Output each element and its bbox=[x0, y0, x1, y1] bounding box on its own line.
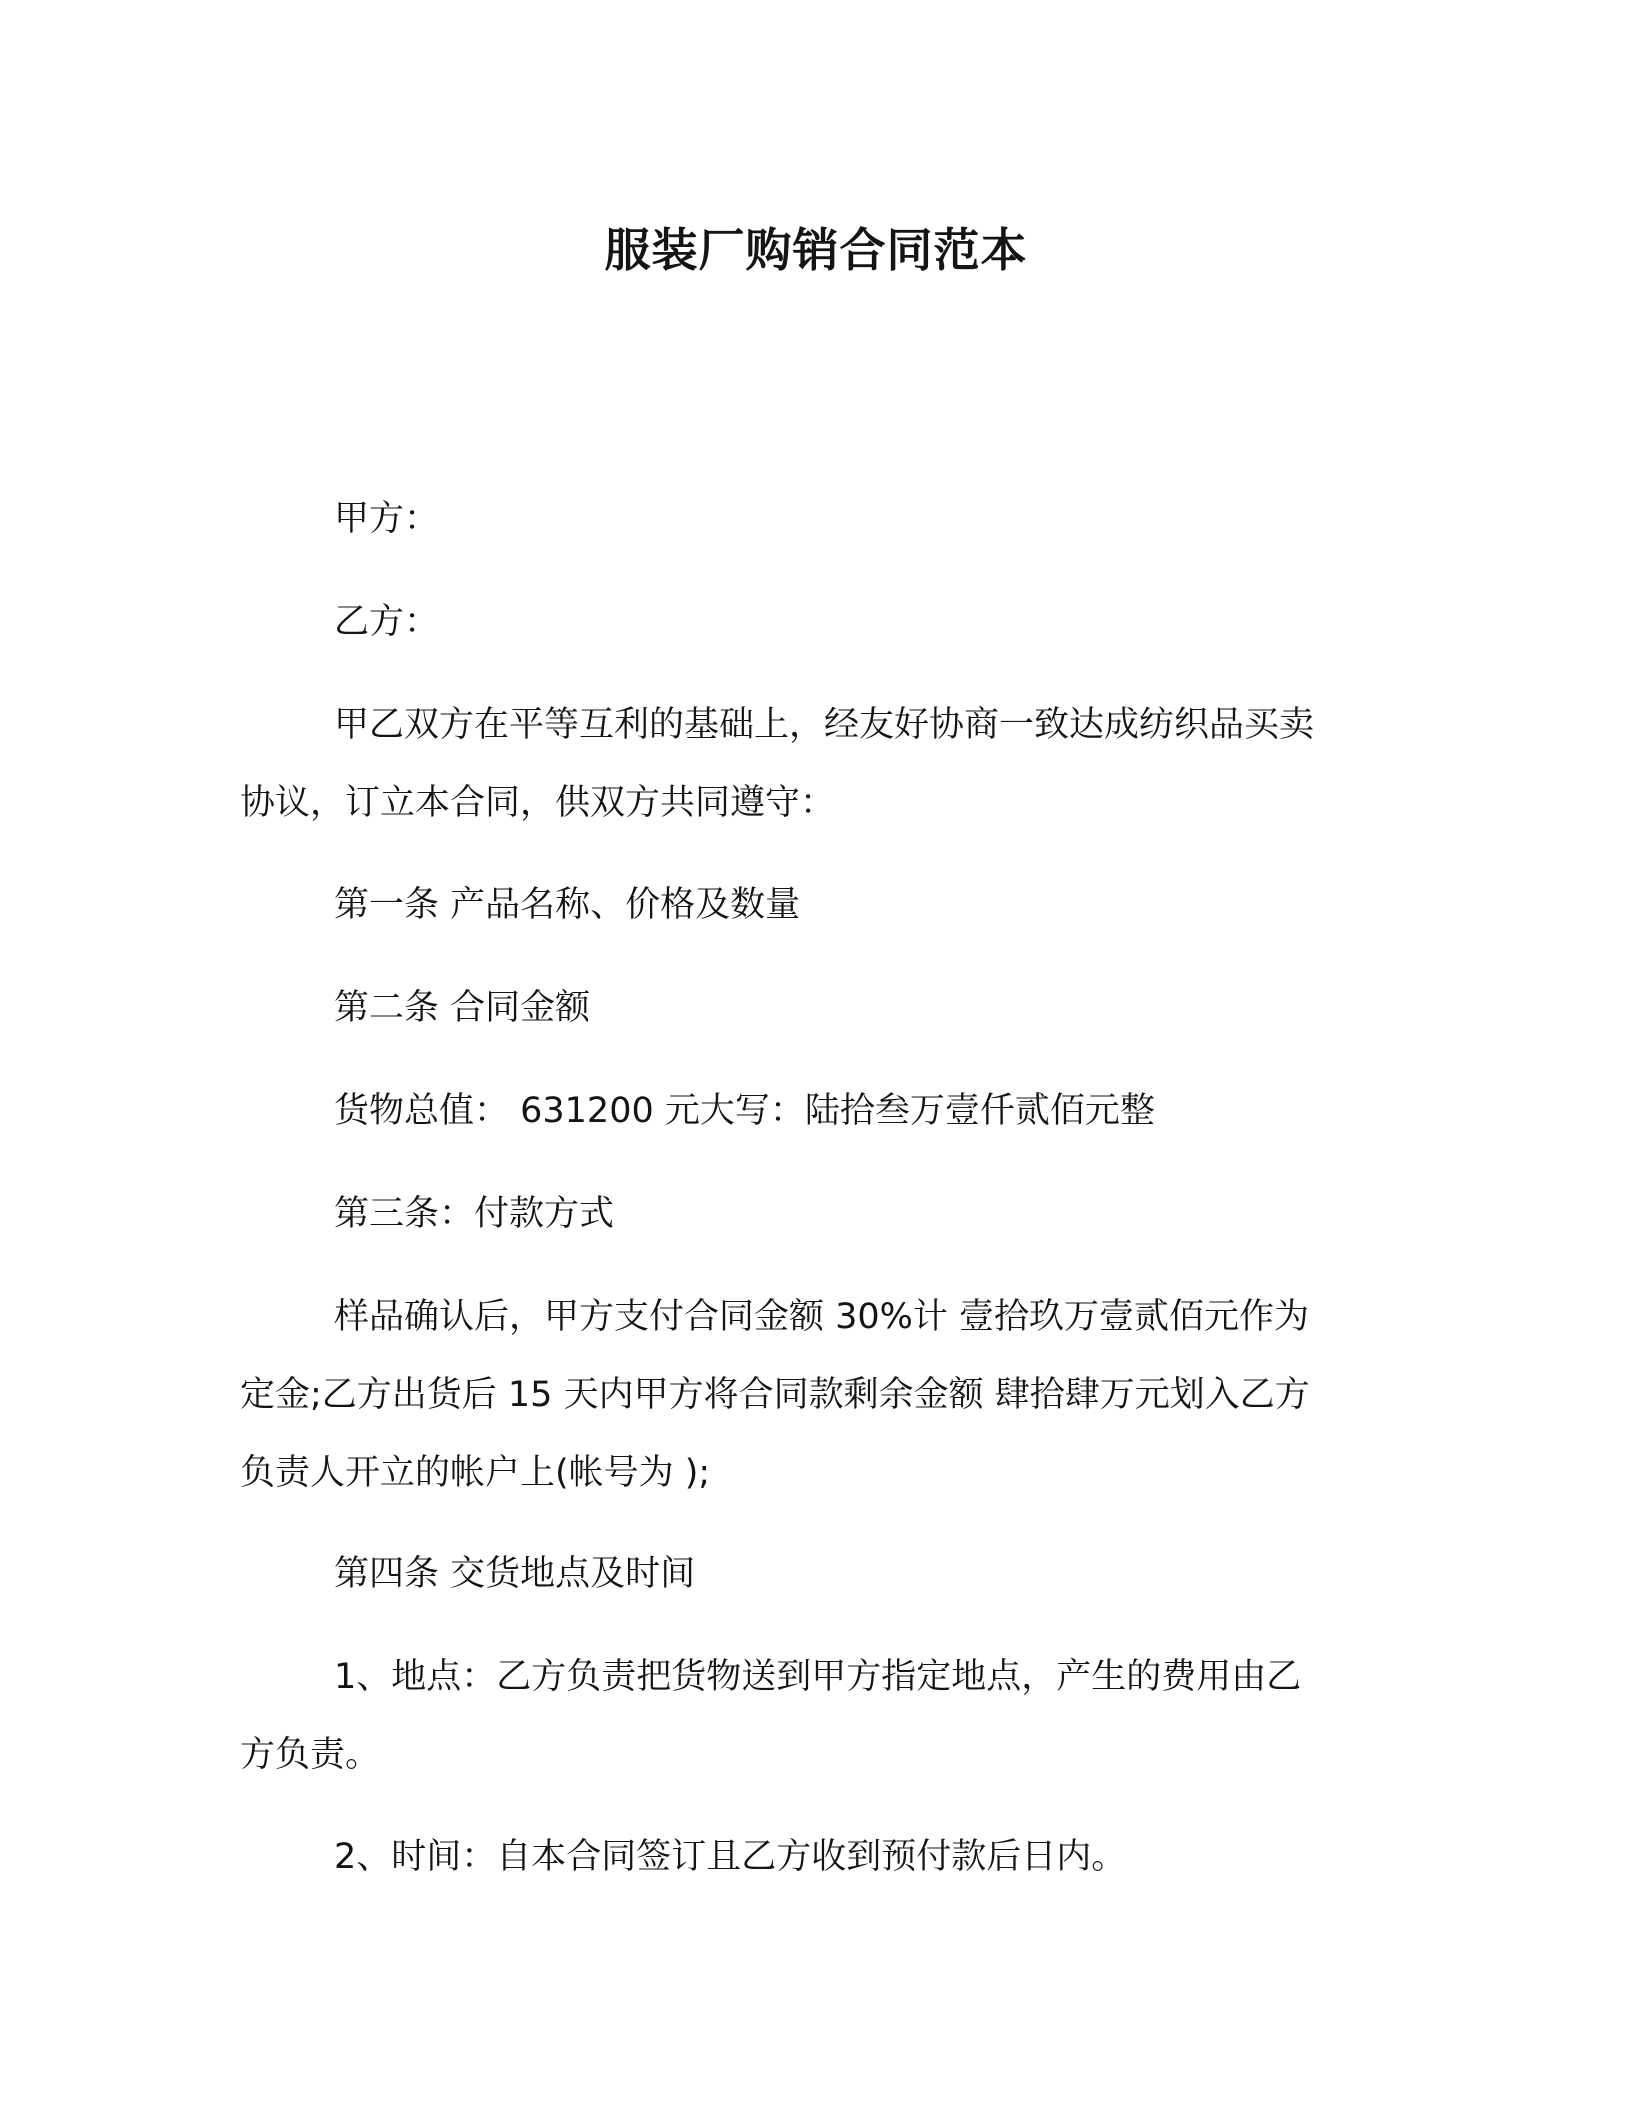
text-line: 样品确认后，甲方支付合同金额 30%计 壹拾玖万壹贰佰元作为 bbox=[334, 1297, 1310, 1337]
text-line: 定金;乙方出货后 15 天内甲方将合同款剩余金额 肆拾肆万元划入乙方 bbox=[240, 1375, 1310, 1415]
total-value-line bbox=[240, 1072, 1390, 1150]
text-line: 第四条 交货地点及时间 bbox=[334, 1554, 696, 1594]
text-line: 协议，订立本合同，供双方共同遵守： bbox=[240, 783, 836, 823]
delivery-time-paragraph bbox=[240, 1818, 1390, 1896]
text-line: 甲乙双方在平等互利的基础上，经友好协商一致达成纺织品买卖 bbox=[334, 705, 1315, 745]
text-line: 2、时间：自本合同签订且乙方收到预付款后日内。 bbox=[334, 1837, 1127, 1877]
text-line: 第二条 合同金额 bbox=[334, 988, 591, 1028]
text-line: 负责人开立的帐户上(帐号为 ); bbox=[240, 1453, 711, 1493]
delivery-location-paragraph bbox=[240, 1638, 1390, 1794]
text-line: 1、地点：乙方负责把货物送到甲方指定地点，产生的费用由乙 bbox=[334, 1657, 1302, 1697]
article-4-heading bbox=[240, 1535, 1390, 1613]
payment-terms-paragraph bbox=[240, 1278, 1390, 1512]
document-title: 服装厂购销合同范本 bbox=[604, 223, 1028, 277]
text-line: 货物总值： 631200 元大写：陆拾叁万壹仟贰佰元整 bbox=[334, 1091, 1155, 1131]
text-line: 甲方： bbox=[334, 499, 440, 539]
article-1-heading bbox=[240, 866, 1390, 944]
article-3-heading bbox=[240, 1175, 1390, 1253]
text-line: 第一条 产品名称、价格及数量 bbox=[334, 885, 801, 925]
preamble-paragraph bbox=[240, 686, 1390, 842]
text-line: 第三条：付款方式 bbox=[334, 1194, 615, 1234]
party-a-line bbox=[240, 480, 1390, 558]
party-b-line bbox=[240, 583, 1390, 661]
article-2-heading bbox=[240, 969, 1390, 1047]
text-line: 乙方： bbox=[334, 602, 440, 642]
text-line: 方负责。 bbox=[240, 1735, 381, 1775]
